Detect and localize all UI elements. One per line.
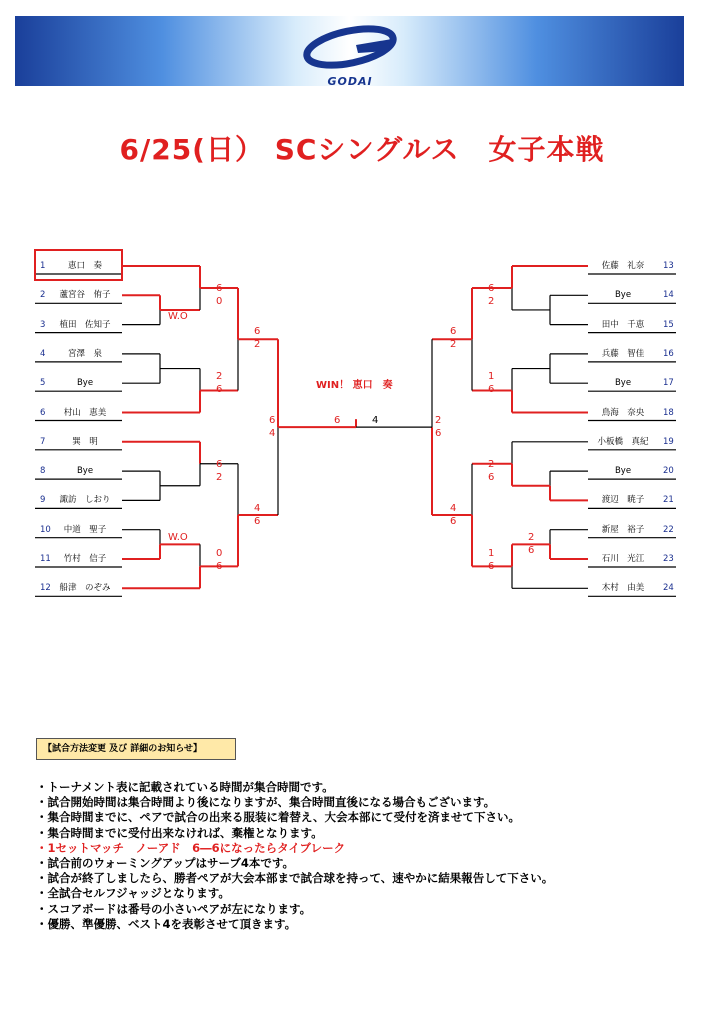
- score: 6: [450, 516, 457, 527]
- score: 2: [216, 371, 223, 382]
- note-item: ・集合時間までに受付出来なければ、棄権となります。: [36, 825, 323, 840]
- player-name: 小板橋 真紀: [597, 436, 649, 447]
- score: 6: [488, 561, 495, 572]
- score: 4: [269, 428, 276, 439]
- seed-number: 22: [663, 524, 674, 535]
- seed-number: 11: [40, 554, 51, 564]
- seed-number: 4: [40, 348, 46, 359]
- score: 0: [216, 548, 223, 559]
- note-item: ・集合時間までに、ペアで試合の出来る服装に着替え、大会本部にて受付を済ませて下さい。: [36, 810, 521, 825]
- player-name: Bye: [614, 466, 632, 477]
- notes-list: [36, 780, 553, 932]
- player-name: Bye: [76, 378, 94, 389]
- final-score-left: 6: [334, 415, 341, 426]
- score: 2: [488, 296, 495, 307]
- seed-number: 18: [663, 407, 674, 418]
- score: 6: [254, 516, 261, 527]
- score: 2: [254, 339, 261, 350]
- player-name: 木村 由美: [601, 583, 645, 594]
- seed-number: 17: [663, 378, 674, 389]
- seed-number: 19: [663, 436, 674, 447]
- seed-number: 2: [40, 290, 46, 301]
- score: 6: [216, 561, 223, 572]
- seed-number: 9: [40, 495, 46, 506]
- score: 4: [254, 503, 261, 514]
- player-name: 蘆宮谷 侑子: [59, 290, 111, 301]
- player-name: Bye: [76, 466, 94, 477]
- note-item: ・1セットマッチ ノーアド 6―6になったらタイブレーク: [36, 840, 346, 855]
- score: 6: [488, 283, 495, 294]
- seed-number: 14: [663, 290, 674, 301]
- player-name: 渡辺 暁子: [601, 495, 645, 506]
- walkover-label: W.O: [168, 532, 188, 543]
- player-name: 村山 恵美: [63, 407, 107, 418]
- score: 6: [528, 545, 535, 556]
- player-name: 石川 光江: [601, 554, 645, 564]
- seed-number: 1: [40, 261, 46, 271]
- final-score-right: 4: [372, 415, 379, 426]
- seed-number: 6: [40, 407, 46, 418]
- note-item: ・スコアボードは番号の小さいペアが左になります。: [36, 901, 312, 916]
- note-item: ・試合が終了しましたら、勝者ペアが大会本部まで試合球を持って、速やかに結果報告して下さい。: [36, 871, 554, 886]
- seed-number: 13: [663, 261, 674, 271]
- score: 2: [216, 472, 223, 483]
- seed-number: 3: [40, 319, 46, 330]
- seed-number: 7: [40, 436, 46, 447]
- winner-label: WIN！ 恵口 奏: [316, 380, 393, 391]
- seed-number: 15: [663, 319, 674, 330]
- score: 2: [488, 459, 495, 470]
- note-item: ・試合開始時間は集合時間より後になりますが、集合時間直後になる場合もございます。: [36, 795, 496, 810]
- score: 0: [216, 296, 223, 307]
- score: 6: [216, 459, 223, 470]
- note-item: ・全試合セルフジャッジとなります。: [36, 886, 230, 901]
- page-title: 6/25(日） SCシングルス 女子本戦: [119, 133, 605, 166]
- score: 6: [435, 428, 442, 439]
- score: 6: [254, 326, 261, 337]
- note-item: ・試合前のウォーミングアップはサーブ4本です。: [36, 856, 295, 871]
- score: 6: [216, 283, 223, 294]
- seed-number: 21: [663, 495, 674, 506]
- walkover-label: W.O: [168, 311, 188, 322]
- player-name: 鳥海 奈央: [601, 407, 645, 418]
- notice-title: 【試合方法変更 及び 詳細のお知らせ】: [36, 738, 236, 760]
- seed-number: 16: [663, 348, 674, 359]
- score: 2: [450, 339, 457, 350]
- score: 1: [488, 548, 495, 559]
- player-name: 竹村 信子: [63, 554, 107, 564]
- seed-number: 8: [40, 466, 46, 477]
- player-name: 恵口 奏: [67, 261, 102, 271]
- player-name: Bye: [614, 378, 632, 389]
- player-name: 佐藤 礼奈: [601, 261, 645, 271]
- score: 6: [269, 415, 276, 426]
- score: 1: [488, 371, 495, 382]
- player-name: 船津 のぞみ: [59, 583, 111, 594]
- score: 6: [488, 384, 495, 395]
- score: 6: [216, 384, 223, 395]
- score: 6: [488, 472, 495, 483]
- note-item: ・優勝、準優勝、ベスト4を表彰させて頂きます。: [36, 916, 297, 931]
- player-name: 田中 千恵: [601, 319, 645, 330]
- score: 2: [435, 415, 442, 426]
- seed-number: 24: [663, 583, 674, 594]
- seed-number: 23: [663, 554, 674, 564]
- seed-number: 12: [40, 583, 51, 594]
- note-item: ・トーナメント表に記載されている時間が集合時間です。: [36, 780, 334, 794]
- player-name: 兵藤 智佳: [601, 348, 645, 359]
- player-name: 植田 佐知子: [59, 319, 111, 330]
- player-name: 中道 聖子: [63, 524, 107, 535]
- score: 2: [528, 532, 535, 543]
- player-name: 諏訪 しおり: [59, 495, 111, 506]
- seed-number: 5: [40, 378, 46, 389]
- player-name: 新屋 裕子: [601, 524, 645, 535]
- player-name: 宮澤 泉: [67, 348, 102, 359]
- score: 6: [450, 326, 457, 337]
- player-name: 巽 明: [72, 436, 98, 447]
- score: 4: [450, 503, 457, 514]
- player-name: Bye: [614, 290, 632, 301]
- seed-number: 20: [663, 466, 674, 477]
- seed-number: 10: [40, 524, 51, 535]
- logo-text: GODAI: [327, 75, 373, 88]
